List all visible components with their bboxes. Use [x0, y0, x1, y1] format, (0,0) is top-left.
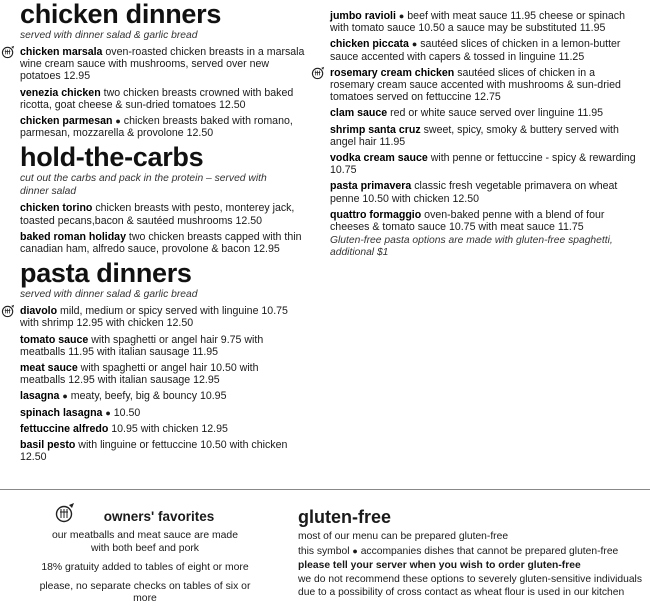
- gratuity-note: 18% gratuity added to tables of eight or more: [41, 562, 249, 573]
- owners-line: with both beef and pork: [90, 542, 200, 554]
- item-description: sautéed slices of chicken in a rosemary cream sauce accented with mushrooms & sun-dried tomatoes served on fettuccine 12.75: [330, 66, 621, 104]
- menu-item-lasagna: [20, 390, 305, 402]
- item-name: fettuccine alfredo: [20, 422, 109, 435]
- right-column: [330, 10, 642, 270]
- menu-item-clam-sauce: [330, 107, 642, 119]
- item-name: chicken piccata: [330, 38, 409, 51]
- wheat-dot-icon: ●: [398, 11, 405, 21]
- pasta-dinners-subtitle: served with dinner salad & garlic bread: [20, 289, 198, 301]
- item-description: red or white sauce served over linguine 11.95: [390, 107, 604, 120]
- owners-favorite-icon: [54, 502, 76, 524]
- gluten-free-heading: gluten-free: [298, 507, 392, 527]
- section-divider: [0, 489, 650, 490]
- item-name: jumbo ravioli: [330, 10, 396, 22]
- item-name: chicken marsala: [20, 46, 103, 58]
- item-description: with penne or fettuccine - spicy & rewarding 10.75: [330, 152, 636, 177]
- item-name: basil pesto: [20, 439, 76, 452]
- item-description: meaty, beefy, big & bouncy 10.95: [70, 390, 227, 403]
- item-description: with linguine or fettuccine 10.50 with chicken 12.50: [20, 439, 288, 464]
- item-name: rosemary cream chicken: [330, 66, 455, 79]
- item-description: chicken breasts baked with romano, parmesan, mozzarella & provolone 12.50: [20, 115, 293, 140]
- item-name: lasagna: [20, 390, 60, 403]
- menu-item-diavolo: [20, 305, 305, 329]
- gluten-free-warning: we do not recommend these options to severely gluten-sensitive individuals due to a possibility of cross contact as wheat flour is used in our kitchen: [298, 574, 642, 598]
- item-description: two chicken breasts capped with thin canadian ham, alfredo sauce, provolone & bacon 12.95: [20, 230, 302, 256]
- item-name: meat sauce: [20, 362, 78, 375]
- wheat-dot-icon: ●: [62, 391, 68, 402]
- item-name: shrimp santa cruz: [330, 123, 421, 136]
- owners-favorite-icon: [1, 304, 16, 318]
- menu-item-fettuccine-alfredo: [20, 423, 305, 435]
- item-name: baked roman holiday: [20, 230, 126, 243]
- menu-item-venezia-chicken: [20, 87, 305, 111]
- item-description: with spaghetti or angel hair 10.50 with meatballs 12.95 with italian sausage 12.95: [20, 362, 259, 387]
- gluten-free-server-note: please tell your server when you wish to order gluten-free: [298, 560, 581, 571]
- owners-favorite-icon: [311, 66, 326, 80]
- hold-the-carbs-heading: hold-the-carbs: [20, 142, 204, 173]
- menu-item-tomato-sauce: [20, 334, 305, 358]
- left-column: [20, 0, 305, 467]
- menu-item-chicken-torino: [20, 202, 305, 226]
- menu-item-chicken-piccata: [330, 38, 642, 62]
- hold-the-carbs-subtitle: cut out the carbs and pack in the protein – served with dinner salad: [20, 173, 267, 198]
- item-description: oven-roasted chicken breasts in a marsala wine cream sauce with mushrooms, served over new potatoes 12.95: [20, 46, 305, 83]
- item-name: chicken torino: [20, 202, 93, 215]
- wheat-dot-icon: ●: [105, 407, 111, 418]
- owners-line: our meatballs and meat sauce are made: [52, 530, 238, 541]
- item-name: vodka cream sauce: [330, 152, 428, 165]
- menu-item-chicken-marsala: [20, 46, 305, 83]
- menu-item-quattro-formaggio: [330, 209, 642, 233]
- chicken-dinners-subtitle: served with dinner salad & garlic bread: [20, 30, 198, 41]
- item-description: oven-baked penne with a blend of four cheeses & tomato sauce 10.75 with meat sauce 11.75: [330, 208, 605, 234]
- menu-item-jumbo-ravioli: [330, 10, 642, 34]
- wheat-dot-icon: ●: [115, 116, 121, 127]
- item-description: two chicken breasts crowned with baked ricotta, goat cheese & sun-dried tomatoes 12.50: [20, 86, 294, 111]
- owners-favorite-icon: [1, 45, 16, 59]
- menu-item-shrimp-santa-cruz: [330, 124, 642, 148]
- menu-item-chicken-parmesan: [20, 115, 305, 139]
- symbol-text-rest: accompanies dishes that cannot be prepared gluten-free: [360, 546, 619, 557]
- item-name: diavolo: [20, 305, 58, 318]
- gluten-free-symbol-line: [298, 545, 643, 559]
- symbol-text: this symbol: [298, 546, 350, 557]
- wheat-dot-icon: ●: [411, 39, 418, 50]
- chicken-dinners-heading: chicken dinners: [20, 0, 222, 29]
- separate-checks-note: please, no separate checks on tables of six or more: [39, 580, 251, 604]
- item-name: spinach lasagna: [20, 406, 103, 419]
- owners-favorites-box: [30, 508, 260, 606]
- item-description: classic fresh vegetable primavera on wheat penne 10.50 with chicken 12.50: [330, 180, 618, 205]
- item-description: chicken breasts with pesto, monterey jack, toasted pecans,bacon & sautéed mushrooms 12.50: [20, 202, 295, 227]
- menu-item-pasta-primavera: [330, 180, 642, 204]
- owners-favorites-heading: [58, 508, 260, 526]
- item-name: clam sauce: [330, 107, 388, 120]
- menu-item-rosemary-cream-chicken: [330, 67, 642, 104]
- item-description: sautéed slices of chicken in a lemon-butter sauce accented with capers & tossed in linguine 11.25: [330, 38, 621, 63]
- item-description: sweet, spicy, smoky & buttery served with angel hair 11.95: [330, 123, 619, 148]
- owners-favorites-title: owners' favorites: [103, 509, 215, 524]
- pasta-dinners-heading: pasta dinners: [20, 258, 192, 289]
- item-name: venezia chicken: [20, 86, 101, 99]
- item-name: chicken parmesan: [20, 115, 113, 128]
- menu-item-meat-sauce: [20, 362, 305, 386]
- item-description: with spaghetti or angel hair 9.75 with meatballs 11.95 with italian sausage 11.95: [20, 333, 264, 358]
- item-description: mild, medium or spicy served with linguine 10.75 with shrimp 12.95 with chicken 12.50: [20, 305, 288, 330]
- item-name: pasta primavera: [330, 180, 412, 193]
- item-name: quattro formaggio: [330, 208, 422, 221]
- item-description: 10.50: [113, 406, 141, 419]
- gluten-free-line: most of our menu can be prepared gluten-free: [298, 531, 509, 542]
- menu-item-baked-roman-holiday: [20, 231, 305, 255]
- item-name: tomato sauce: [20, 333, 89, 346]
- item-description: beef with meat sauce 11.95 cheese or spinach with tomato sauce 10.50 a sauce may be substituted 11.95: [330, 10, 625, 35]
- gluten-free-pasta-note: Gluten-free pasta options are made with gluten-free spaghetti, additional $1: [330, 235, 613, 259]
- wheat-dot-icon: ●: [352, 546, 358, 556]
- gluten-free-section: [298, 506, 643, 601]
- menu-item-vodka-cream-sauce: [330, 152, 642, 176]
- menu-item-spinach-lasagna: [20, 407, 305, 419]
- item-description: 10.95 with chicken 12.95: [111, 422, 228, 435]
- menu-item-basil-pesto: [20, 439, 305, 463]
